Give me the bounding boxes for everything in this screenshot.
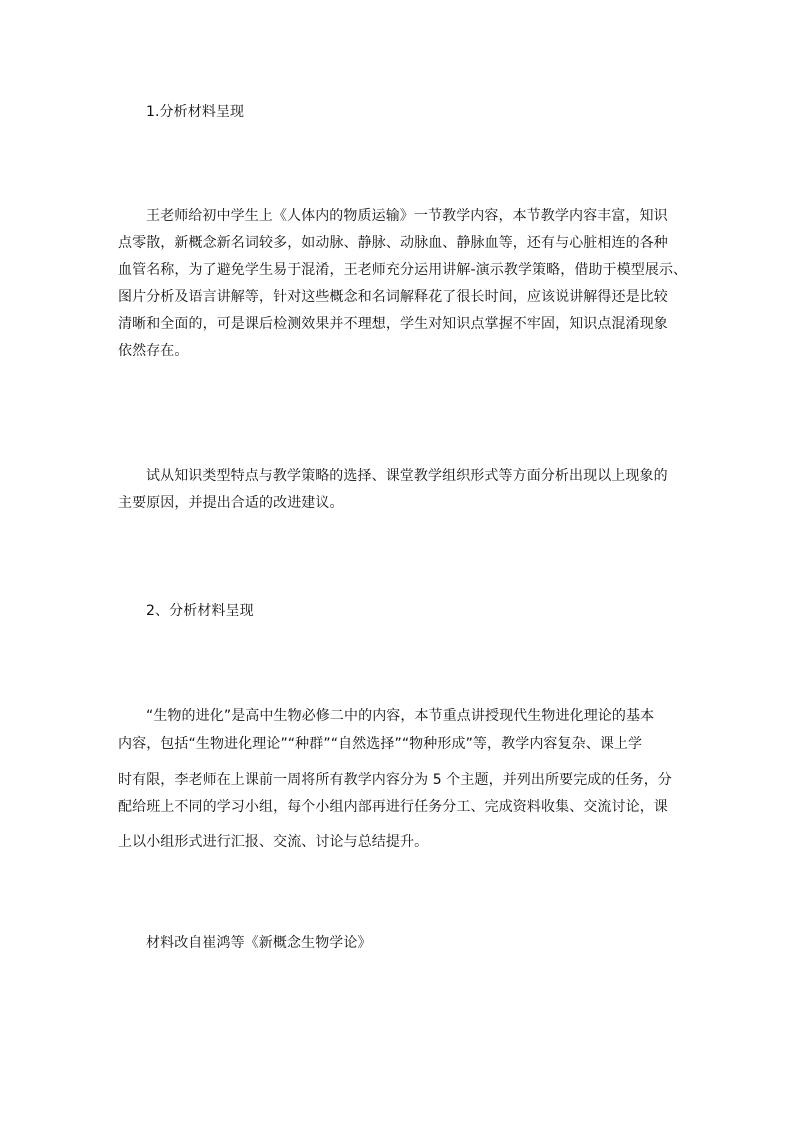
- source-citation: 材料改自崔鸿等《新概念生物学论》: [146, 935, 372, 951]
- section2-paragraph-line: “生物的进化”是高中生物必修二中的内容，本节重点讲授现代生物进化理论的基本: [146, 708, 655, 724]
- section1-question-line: 主要原因，并提出合适的改进建议。: [118, 495, 344, 511]
- section1-paragraph-line: 清晰和全面的，可是课后检测效果并不理想，学生对知识点掌握不牢固，知识点混淆现象: [118, 316, 668, 332]
- section2-paragraph-line: 配给班上不同的学习小组，每个小组内部再进行任务分工、完成资料收集、交流讨论，课: [118, 799, 668, 815]
- section1-paragraph-line: 血管名称，为了避免学生易于混淆，王老师充分运用讲解-演示教学策略，借助于模型展示、: [118, 262, 688, 278]
- section1-heading: 1.分析材料呈现: [146, 104, 245, 120]
- section2-paragraph-line: 时有限，李老师在上课前一周将所有教学内容分为 5 个主题，并列出所要完成的任务，分: [118, 772, 672, 788]
- section2-heading: 2、分析材料呈现: [146, 603, 254, 619]
- section2-paragraph-line: 上以小组形式进行汇报、交流、讨论与总结提升。: [118, 834, 429, 850]
- section1-question-line: 试从知识类型特点与教学策略的选择、课堂教学组织形式等方面分析出现以上现象的: [146, 468, 668, 484]
- section1-paragraph-line: 图片分析及语言讲解等，针对这些概念和名词解释花了很长时间，应该说讲解得还是比较: [118, 289, 668, 305]
- section1-paragraph-line: 依然存在。: [118, 343, 189, 359]
- section2-paragraph-line: 内容，包括“生物进化理论”“种群”“自然选择”“物种形成”等，教学内容复杂、课上学: [118, 736, 643, 752]
- section1-paragraph-line: 王老师给初中学生上《人体内的物质运输》一节教学内容，本节教学内容丰富，知识: [146, 208, 668, 224]
- section1-paragraph-line: 点零散，新概念新名词较多，如动脉、静脉、动脉血、静脉血等，还有与心脏相连的各种: [118, 235, 668, 251]
